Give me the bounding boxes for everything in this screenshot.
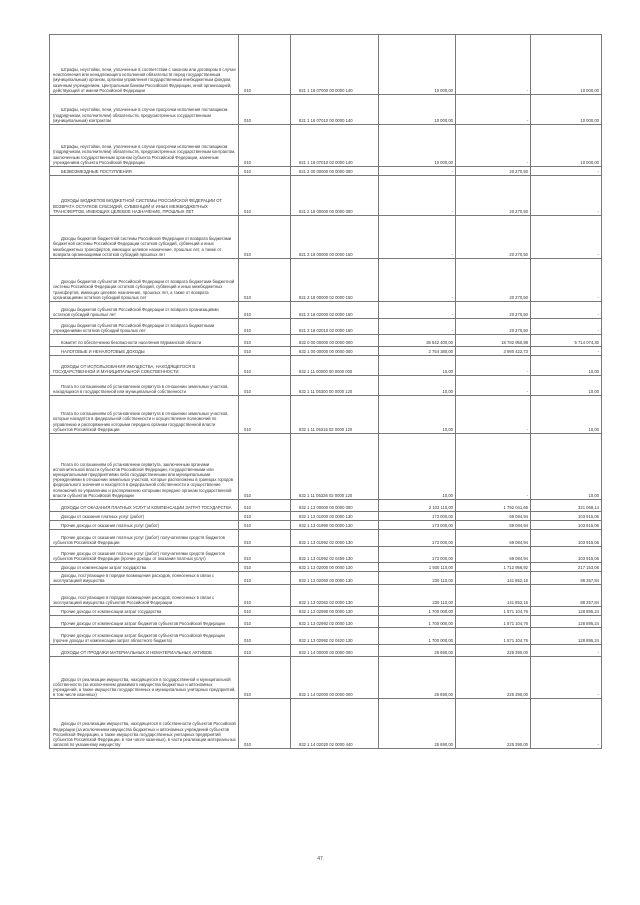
- table-row: [50, 699, 602, 749]
- row-remainder-cell: 10,00: [531, 434, 602, 500]
- row-remainder-cell: -: [531, 302, 602, 319]
- row-kbk-cell: 821 2 18 00000 00 0000 150: [291, 216, 379, 259]
- row-kbk-cell: 832 1 11 05326 02 0000 120: [291, 434, 379, 500]
- row-remainder-cell: 103 915,06: [531, 530, 602, 547]
- row-code-cell: 010: [239, 259, 291, 302]
- row-name-cell: Прочие доходы от оказания платных услуг (работ) получателями средств бюджетов субъектов Российской Федерации (прочие доходы от оказания платных услуг): [50, 547, 239, 563]
- row-executed-cell: 69 084,94: [456, 547, 531, 563]
- row-name-cell: Штрафы, неустойки, пени, уплаченные в соответствии с законом или договором в случае неисполнения или ненадлежащего исполнения обязательств перед государственным (муниципальным) органом, органом управления государственным внебюджетным фондом, казенным учреждением, Центральным банком Российской Федерации, иной организацией, действующей от имени Российской Федерации: [50, 35, 239, 95]
- row-kbk-cell: 832 1 13 02062 02 0000 130: [291, 585, 379, 607]
- row-executed-cell: -: [456, 376, 531, 396]
- row-kbk-cell: 832 1 13 02060 00 0000 130: [291, 572, 379, 585]
- row-executed-cell: 1 792 041,66: [456, 500, 531, 512]
- row-name-cell: Доходы от компенсации затрат государства: [50, 563, 239, 572]
- table-row: [50, 521, 602, 530]
- row-code-cell: 010: [239, 302, 291, 319]
- row-executed-cell: 225 390,00: [456, 657, 531, 699]
- row-executed-cell: 1 571 104,76: [456, 616, 531, 628]
- row-name-cell: Штрафы, неустойки, пени, уплаченные в случае просрочки исполнения поставщиком (подрядчиком, исполнителем) обязательств, предусмотренных государственным контрактом, заключенным государственным органом субъекта Российской Федерации, казенным учреждением субъекта Российской Федерации: [50, 125, 239, 167]
- row-plan-cell: -: [379, 176, 456, 216]
- row-plan-cell: 1 700 000,00: [379, 607, 456, 616]
- row-name-cell: Доходы, поступающие в порядке возмещения расходов, понесенных в связи с эксплуатацией имущества субъектов Российской Федерации: [50, 585, 239, 607]
- row-code-cell: 010: [239, 521, 291, 530]
- row-plan-cell: -: [379, 259, 456, 302]
- row-remainder-cell: 88 257,84: [531, 572, 602, 585]
- row-kbk-cell: 832 1 13 00000 00 0000 000: [291, 500, 379, 512]
- row-code-cell: 010: [239, 645, 291, 657]
- row-remainder-cell: 88 257,84: [531, 585, 602, 607]
- row-plan-cell: 10,00: [379, 396, 456, 434]
- row-kbk-cell: 832 1 13 01990 00 0000 130: [291, 521, 379, 530]
- table-row: [50, 356, 602, 376]
- row-executed-cell: 20 270,50: [456, 216, 531, 259]
- row-kbk-cell: 821 2 18 00000 02 0000 150: [291, 259, 379, 302]
- row-executed-cell: 1 571 104,76: [456, 628, 531, 645]
- row-remainder-cell: 10 000,00: [531, 95, 602, 125]
- row-code-cell: 010: [239, 434, 291, 500]
- row-plan-cell: 173 000,00: [379, 530, 456, 547]
- row-code-cell: 010: [239, 95, 291, 125]
- row-name-cell: Доходы от реализации имущества, находящегося в собственности субъектов Российской Федерации (за исключением имущества бюджетных и автономных учреждений субъектов Российской Федерации, а также имущества государственных унитарных предприятий субъектов Российской Федерации, в том числе казенных), в части реализации материальных запасов по указанному имуществу: [50, 699, 239, 749]
- row-remainder-cell: -: [531, 176, 602, 216]
- table-row: [50, 396, 602, 434]
- row-remainder-cell: 217 153,08: [531, 563, 602, 572]
- row-executed-cell: 69 084,94: [456, 530, 531, 547]
- row-executed-cell: 1 712 956,92: [456, 563, 531, 572]
- row-name-cell: ДОХОДЫ ОТ ИСПОЛЬЗОВАНИЯ ИМУЩЕСТВА, НАХОДЯЩЕГОСЯ В ГОСУДАРСТВЕННОЙ И МУНИЦИПАЛЬНОЙ СОБСТВЕННОСТИ: [50, 356, 239, 376]
- row-remainder-cell: 10,00: [531, 396, 602, 434]
- row-code-cell: 010: [239, 699, 291, 749]
- row-executed-cell: 20 270,50: [456, 259, 531, 302]
- row-executed-cell: -: [456, 95, 531, 125]
- row-executed-cell: 225 390,00: [456, 645, 531, 657]
- row-code-cell: 010: [239, 376, 291, 396]
- page-number: 47: [317, 856, 323, 862]
- row-kbk-cell: 832 1 11 05300 00 0000 120: [291, 376, 379, 396]
- row-name-cell: Прочие доходы от компенсации затрат бюджетов субъектов Российской Федерации (прочие доходы от компенсации затрат областного бюджета): [50, 628, 239, 645]
- table-row: [50, 335, 602, 347]
- row-kbk-cell: 821 2 18 02000 02 0000 150: [291, 302, 379, 319]
- table-row: [50, 167, 602, 176]
- row-executed-cell: 20 270,50: [456, 302, 531, 319]
- row-remainder-cell: 5 714 074,30: [531, 335, 602, 347]
- row-plan-cell: 10,00: [379, 434, 456, 500]
- row-name-cell: Прочие доходы от компенсации затрат бюджетов субъектов Российской Федерации: [50, 616, 239, 628]
- table-row: [50, 216, 602, 259]
- row-name-cell: Доходы от оказания платных услуг (работ): [50, 512, 239, 521]
- row-plan-cell: -: [379, 302, 456, 319]
- row-executed-cell: -: [456, 125, 531, 167]
- row-plan-cell: 1 700 000,00: [379, 616, 456, 628]
- table-row: [50, 125, 602, 167]
- row-executed-cell: 20 270,50: [456, 176, 531, 216]
- table-row: [50, 563, 602, 572]
- row-plan-cell: 10,00: [379, 356, 456, 376]
- row-plan-cell: 230 110,00: [379, 572, 456, 585]
- row-plan-cell: 2 754 380,00: [379, 347, 456, 356]
- row-name-cell: Комитет по обеспечению безопасности населения Мурманской области: [50, 335, 239, 347]
- row-executed-cell: 141 852,16: [456, 572, 531, 585]
- row-name-cell: Доходы от реализации имущества, находящегося в государственной и муниципальной собственности (за исключением движимого имущества бюджетных и автономных учреждений, а также имущества государственных и муниципальных унитарных предприятий, в том числе казенных): [50, 657, 239, 699]
- table-row: [50, 512, 602, 521]
- row-plan-cell: 10,00: [379, 376, 456, 396]
- table-row: [50, 259, 602, 302]
- row-executed-cell: 1 571 104,76: [456, 607, 531, 616]
- row-name-cell: БЕЗВОЗМЕЗДНЫЕ ПОСТУПЛЕНИЯ: [50, 167, 239, 176]
- row-code-cell: 010: [239, 628, 291, 645]
- table-row: [50, 302, 602, 319]
- row-remainder-cell: -: [531, 645, 602, 657]
- row-name-cell: Плата по соглашениям об установлении сервитута, заключенным органами исполнительной власти субъектов Российской Федерации, государственными или муниципальными предприятиями либо государственными или муниципальными учреждениями в отношении земельных участков, которые расположены в границах городов федерального значения и находятся в федеральной собственности и осуществление полномочий по управлению и распоряжению которыми передано органам государственной власти субъектов Российской Федерации: [50, 434, 239, 500]
- row-kbk-cell: 821 2 18 00000 00 0000 000: [291, 176, 379, 216]
- row-plan-cell: 10 000,00: [379, 35, 456, 95]
- row-name-cell: Штрафы, неустойки, пени, уплаченные в случае просрочки исполнения поставщиком (подрядчиком, исполнителем) обязательств, предусмотренных государственным (муниципальным) контрактом: [50, 95, 239, 125]
- row-remainder-cell: 10 000,00: [531, 35, 602, 95]
- row-code-cell: 010: [239, 176, 291, 216]
- row-name-cell: Доходы, поступающие в порядке возмещения расходов, понесенных в связи с эксплуатацией имущества: [50, 572, 239, 585]
- row-kbk-cell: 832 1 13 01992 02 0459 130: [291, 547, 379, 563]
- table-row: [50, 628, 602, 645]
- row-plan-cell: 173 000,00: [379, 521, 456, 530]
- row-kbk-cell: 832 1 13 01000 00 0000 130: [291, 512, 379, 521]
- table-row: [50, 176, 602, 216]
- row-remainder-cell: 128 895,24: [531, 616, 602, 628]
- row-name-cell: ДОХОДЫ ОТ ОКАЗАНИЯ ПЛАТНЫХ УСЛУГ И КОМПЕНСАЦИИ ЗАТРАТ ГОСУДАРСТВА: [50, 500, 239, 512]
- row-remainder-cell: -: [531, 347, 602, 356]
- row-executed-cell: -: [456, 356, 531, 376]
- row-executed-cell: 18 782 950,98: [456, 335, 531, 347]
- row-code-cell: 010: [239, 616, 291, 628]
- table-row: [50, 572, 602, 585]
- row-remainder-cell: -: [531, 167, 602, 176]
- table-row: [50, 500, 602, 512]
- row-kbk-cell: 832 1 14 02000 00 0000 000: [291, 657, 379, 699]
- row-kbk-cell: 832 1 13 02992 02 0420 130: [291, 628, 379, 645]
- row-kbk-cell: 821 1 16 07000 00 0000 140: [291, 35, 379, 95]
- row-remainder-cell: 103 915,06: [531, 512, 602, 521]
- row-executed-cell: 20 270,50: [456, 319, 531, 335]
- row-kbk-cell: 832 1 11 05315 02 0000 120: [291, 396, 379, 434]
- row-code-cell: 010: [239, 216, 291, 259]
- table-row: [50, 376, 602, 396]
- row-kbk-cell: 821 2 00 00000 00 0000 000: [291, 167, 379, 176]
- row-plan-cell: 10 000,00: [379, 125, 456, 167]
- row-remainder-cell: -: [531, 319, 602, 335]
- row-name-cell: Доходы бюджетов субъектов Российской Федерации от возврата организациями остатков субсидий прошлых лет: [50, 302, 239, 319]
- row-code-cell: 010: [239, 335, 291, 347]
- row-name-cell: Доходы бюджетов субъектов Российской Федерации от возврата бюджетными учреждениями остатков субсидий прошлых лет: [50, 319, 239, 335]
- table-row: [50, 657, 602, 699]
- row-name-cell: ДОХОДЫ БЮДЖЕТОВ БЮДЖЕТНОЙ СИСТЕМЫ РОССИЙСКОЙ ФЕДЕРАЦИИ ОТ ВОЗВРАТА ОСТАТКОВ СУБСИДИЙ, СУБВЕНЦИЙ И ИНЫХ МЕЖБЮДЖЕТНЫХ ТРАНСФЕРТОВ, ИМЕЮЩИХ ЦЕЛЕВОЕ НАЗНАЧЕНИЕ, ПРОШЛЫХ ЛЕТ: [50, 176, 239, 216]
- table-row: [50, 530, 602, 547]
- row-plan-cell: 230 110,00: [379, 585, 456, 607]
- row-code-cell: 010: [239, 530, 291, 547]
- row-plan-cell: 1 700 000,00: [379, 628, 456, 645]
- row-kbk-cell: 832 1 13 01992 02 0000 130: [291, 530, 379, 547]
- row-remainder-cell: -: [531, 216, 602, 259]
- row-name-cell: Прочие доходы от оказания платных услуг (работ) получателями средств бюджетов субъектов Российской Федерации: [50, 530, 239, 547]
- row-plan-cell: -: [379, 167, 456, 176]
- row-plan-cell: 173 000,00: [379, 547, 456, 563]
- row-code-cell: 010: [239, 607, 291, 616]
- table-row: [50, 607, 602, 616]
- row-code-cell: 010: [239, 167, 291, 176]
- row-remainder-cell: 128 895,24: [531, 607, 602, 616]
- row-executed-cell: 141 852,16: [456, 585, 531, 607]
- row-code-cell: 010: [239, 657, 291, 699]
- row-name-cell: Доходы бюджетов субъектов Российской Федерации от возврата бюджетами бюджетной системы Российской Федерации остатков субсидий, субвенций и иных межбюджетных трансфертов, имеющих целевое назначение, прошлых лет, а также от возврата организациями остатков субсидий прошлых лет: [50, 259, 239, 302]
- row-kbk-cell: 832 0 00 00000 00 0000 000: [291, 335, 379, 347]
- row-code-cell: 010: [239, 35, 291, 95]
- row-plan-cell: -: [379, 319, 456, 335]
- row-kbk-cell: 832 1 13 02000 00 0000 130: [291, 563, 379, 572]
- table-row: [50, 616, 602, 628]
- row-remainder-cell: 321 068,14: [531, 500, 602, 512]
- row-remainder-cell: 10 000,00: [531, 125, 602, 167]
- row-plan-cell: 173 000,00: [379, 512, 456, 521]
- row-remainder-cell: 128 895,24: [531, 628, 602, 645]
- table-row: [50, 347, 602, 356]
- row-code-cell: 010: [239, 500, 291, 512]
- row-executed-cell: 3 980 422,73: [456, 347, 531, 356]
- row-executed-cell: 20 270,50: [456, 167, 531, 176]
- table-row: [50, 434, 602, 500]
- table-row: [50, 319, 602, 335]
- row-kbk-cell: 832 1 14 02020 02 0000 440: [291, 699, 379, 749]
- row-plan-cell: 10 000,00: [379, 95, 456, 125]
- row-kbk-cell: 832 1 13 02992 02 0000 130: [291, 616, 379, 628]
- row-executed-cell: 69 084,94: [456, 512, 531, 521]
- row-executed-cell: -: [456, 434, 531, 500]
- row-name-cell: Прочие доходы от оказания платных услуг (работ): [50, 521, 239, 530]
- row-code-cell: 010: [239, 512, 291, 521]
- row-kbk-cell: 832 1 13 02990 00 0000 130: [291, 607, 379, 616]
- table-row: [50, 95, 602, 125]
- table-body: [50, 35, 602, 749]
- row-name-cell: Плата по соглашениям об установлении сервитута в отношении земельных участков, находящихся в государственной или муниципальной собственности: [50, 376, 239, 396]
- row-plan-cell: -: [379, 216, 456, 259]
- row-name-cell: Плата по соглашениям об установлении сервитута в отношении земельных участков, которые находятся в федеральной собственности и осуществление полномочий по управлению и распоряжению которыми передано органам государственной власти субъектов Российской Федерации: [50, 396, 239, 434]
- row-executed-cell: -: [456, 396, 531, 434]
- row-plan-cell: 25 690,00: [379, 699, 456, 749]
- row-plan-cell: 25 690,00: [379, 645, 456, 657]
- row-code-cell: 010: [239, 319, 291, 335]
- row-code-cell: 010: [239, 125, 291, 167]
- row-code-cell: 010: [239, 396, 291, 434]
- row-remainder-cell: -: [531, 259, 602, 302]
- row-kbk-cell: 832 1 14 00000 00 0000 000: [291, 645, 379, 657]
- row-code-cell: 010: [239, 356, 291, 376]
- row-executed-cell: -: [456, 35, 531, 95]
- table-row: [50, 585, 602, 607]
- row-code-cell: 010: [239, 347, 291, 356]
- row-executed-cell: 225 390,00: [456, 699, 531, 749]
- row-kbk-cell: 832 1 11 00000 00 0000 000: [291, 356, 379, 376]
- table-row: [50, 35, 602, 95]
- table-row: [50, 645, 602, 657]
- row-kbk-cell: 821 1 16 07010 00 0000 140: [291, 95, 379, 125]
- row-remainder-cell: -: [531, 657, 602, 699]
- budget-execution-table: [49, 34, 602, 749]
- row-remainder-cell: 103 915,06: [531, 547, 602, 563]
- row-name-cell: Доходы бюджетов бюджетной системы Российской Федерации от возврата бюджетами бюджетной системы Российской Федерации остатков субсидий, субвенций и иных межбюджетных трансфертов, имеющих целевое назначение, прошлых лет, а также от возврата организациями остатков субсидий прошлых лет: [50, 216, 239, 259]
- row-plan-cell: 1 930 110,00: [379, 563, 456, 572]
- row-plan-cell: 25 690,00: [379, 657, 456, 699]
- table-row: [50, 547, 602, 563]
- row-name-cell: Прочие доходы от компенсации затрат государства: [50, 607, 239, 616]
- row-remainder-cell: 103 915,06: [531, 521, 602, 530]
- row-executed-cell: 69 084,94: [456, 521, 531, 530]
- row-plan-cell: 2 103 110,00: [379, 500, 456, 512]
- row-name-cell: ДОХОДЫ ОТ ПРОДАЖИ МАТЕРИАЛЬНЫХ И НЕМАТЕРИАЛЬНЫХ АКТИВОВ: [50, 645, 239, 657]
- row-code-cell: 010: [239, 572, 291, 585]
- row-code-cell: 010: [239, 547, 291, 563]
- row-remainder-cell: -: [531, 699, 602, 749]
- row-kbk-cell: 832 1 00 00000 00 0000 000: [291, 347, 379, 356]
- row-kbk-cell: 821 2 18 02010 02 0000 150: [291, 319, 379, 335]
- row-code-cell: 010: [239, 563, 291, 572]
- row-code-cell: 010: [239, 585, 291, 607]
- row-name-cell: НАЛОГОВЫЕ И НЕНАЛОГОВЫЕ ДОХОДЫ: [50, 347, 239, 356]
- row-remainder-cell: 10,00: [531, 376, 602, 396]
- row-plan-cell: 35 642 400,00: [379, 335, 456, 347]
- row-remainder-cell: 10,00: [531, 356, 602, 376]
- row-kbk-cell: 821 1 16 07010 02 0000 140: [291, 125, 379, 167]
